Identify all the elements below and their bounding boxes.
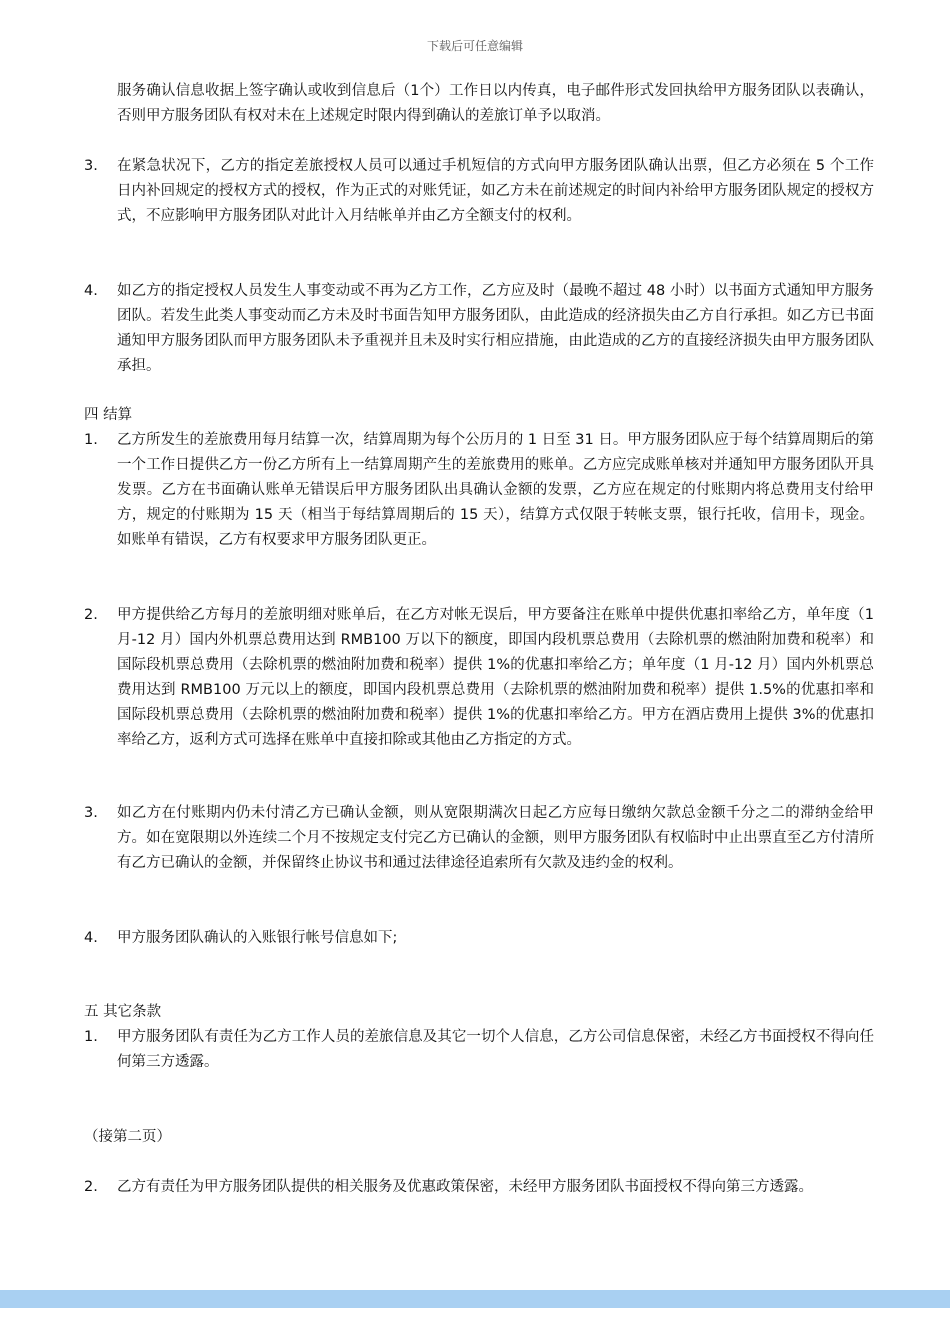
item-text: 如乙方在付账期内仍未付清乙方已确认金额，则从宽限期满次日起乙方应每日缴纳欠款总金额千分之二的滞纳金给甲方。如在宽限期以外连续二个月不按规定支付完乙方已确认的金额，则甲方服务团队有权临时中止出票直至乙方付清所有乙方已确认的金额，并保留终止协议书和通过法律途径追索所有欠款及违约金的权利。 [117,805,874,871]
item-number: 2. [84,1179,98,1195]
item-text: 甲方服务团队确认的入账银行帐号信息如下; [117,930,398,946]
continuation-paragraph [117,79,874,129]
item-text: 乙方有责任为甲方服务团队提供的相关服务及优惠政策保密，未经甲方服务团队书面授权不得向第三方透露。 [117,1179,813,1195]
item-number: 3. [84,805,98,821]
item-text: 甲方服务团队有责任为乙方工作人员的差旅信息及其它一切个人信息，乙方公司信息保密，未经乙方书面授权不得向任何第三方透露。 [117,1029,874,1070]
list-item [84,154,874,229]
page-continuation-note: （接第二页） [84,1129,171,1145]
list-item [84,1175,874,1200]
item-number: 1. [84,1029,98,1045]
item-number: 3. [84,158,98,174]
item-text: 在紧急状况下，乙方的指定差旅授权人员可以通过手机短信的方式向甲方服务团队确认出票，但乙方必须在 5 个工作日内补回规定的授权方式的授权，作为正式的对账凭证，如乙方未在前述规定的时间内补给甲方服务团队规定的授权方式，不应影响甲方服务团队对此计入月结帐单并由乙方全额支付的权利。 [117,158,874,224]
item-number: 2. [84,607,98,623]
page-header: 下载后可任意编辑 [426,39,523,53]
continuation-text: 服务确认信息收据上签字确认或收到信息后（1个）工作日以内传真，电子邮件形式发回执给甲方服务团队以表确认，否则甲方服务团队有权对未在上述规定时限内得到确认的差旅订单予以取消。 [117,83,874,124]
list-item [84,279,874,379]
list-item [84,926,874,951]
footer-bar [0,1290,950,1308]
item-text: 乙方所发生的差旅费用每月结算一次，结算周期为每个公历月的 1 日至 31 日。甲方服务团队应于每个结算周期后的第一个工作日提供乙方一份乙方所有上一结算周期产生的差旅费用的账单。乙方应完成账单核对并通知甲方服务团队开具发票。乙方在书面确认账单无错误后甲方服务团队出具确认金额的发票，乙方应在规定的付账期内将总费用支付给甲方，规定的付账期为 15 天（相当于每结算周期后的 15 天），结算方式仅限于转帐支票，银行托收，信用卡，现金。如账单有错误，乙方有权要求甲方服务团队更正。 [117,432,874,548]
section-heading-other-terms: 五 其它条款 [84,1004,162,1020]
list-item [84,801,874,876]
section-heading-settlement: 四 结算 [84,407,133,423]
item-number: 1. [84,432,98,448]
list-item [84,428,874,553]
list-item [84,1025,874,1075]
item-number: 4. [84,930,98,946]
item-text: 甲方提供给乙方每月的差旅明细对账单后，在乙方对帐无误后，甲方要备注在账单中提供优惠扣率给乙方，单年度（1 月-12 月）国内外机票总费用达到 RMB100 万以下的额度，即国内段机票总费用（去除机票的燃油附加费和税率）和国际段机票总费用（去除机票的燃油附加费和税率）提供 1%的优惠扣率给乙方；单年度（1 月-12 月）国内外机票总费用达到 RMB100 万元以上的额度，即国内段机票总费用（去除机票的燃油附加费和税率）提供 1.5%的优惠扣率和国际段机票总费用（去除机票的燃油附加费和税率）提供 1%的优惠扣率给乙方。甲方在酒店费用上提供 3%的优惠扣率给乙方，返利方式可选择在账单中直接扣除或其他由乙方指定的方式。 [117,607,874,748]
list-item [84,603,874,753]
item-text: 如乙方的指定授权人员发生人事变动或不再为乙方工作，乙方应及时（最晚不超过 48 小时）以书面方式通知甲方服务团队。若发生此类人事变动而乙方未及时书面告知甲方服务团队，由此造成的经济损失由乙方自行承担。如乙方已书面通知甲方服务团队而甲方服务团队未予重视并且未及时实行相应措施，由此造成的乙方的直接经济损失由甲方服务团队承担。 [117,283,874,374]
item-number: 4. [84,283,98,299]
